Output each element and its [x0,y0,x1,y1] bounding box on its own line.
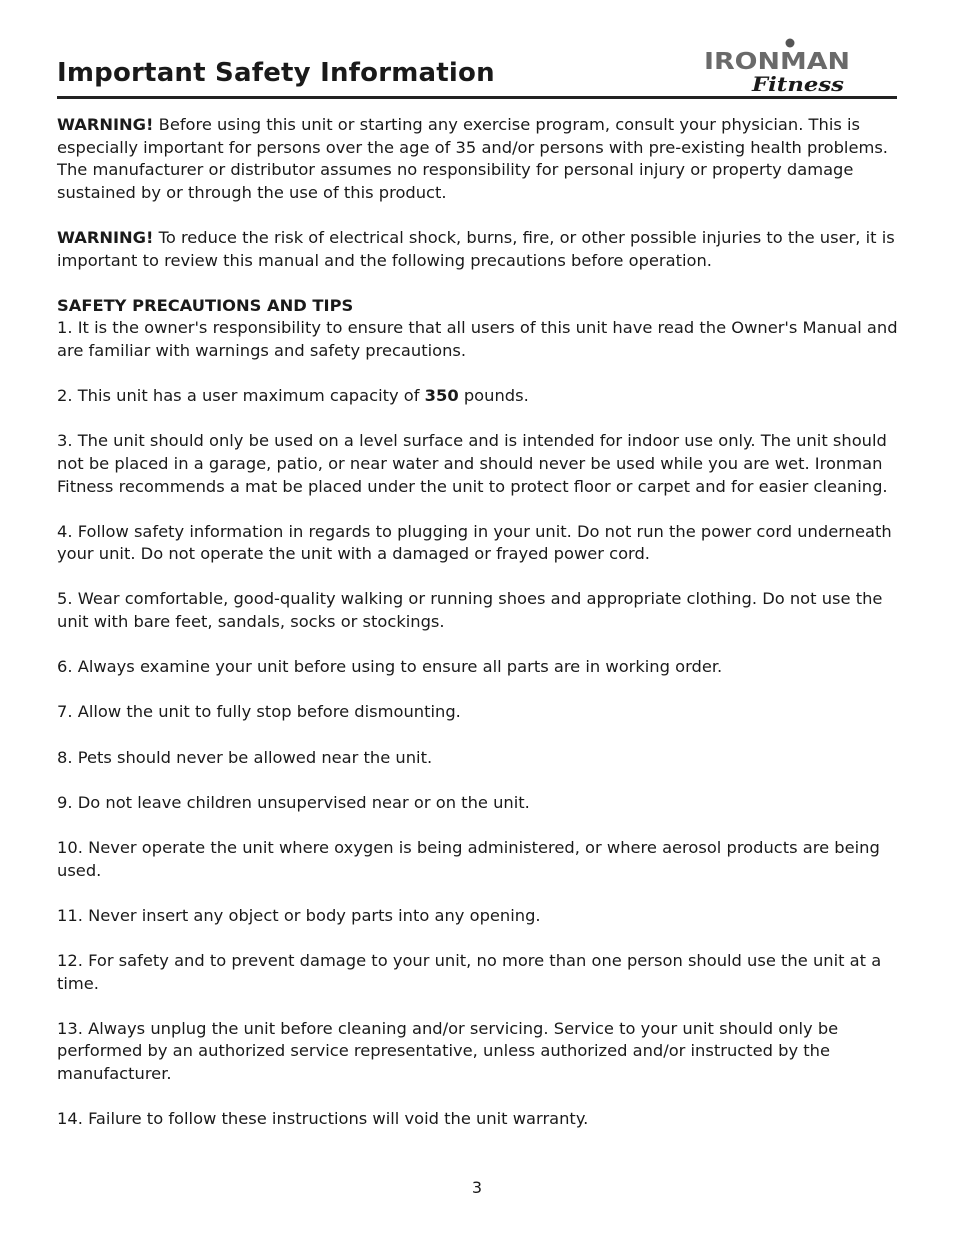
warning-text: To reduce the risk of electrical shock, burns, fire, or other possible injuries to the user, it is important to review this manual and the following precautions before operation. [57,227,895,270]
page-number: 3 [471,1178,483,1197]
capacity-value: 350 [424,386,459,406]
precaution-item-9: 9. Do not leave children unsupervised near or on the unit. [57,792,530,812]
precaution-item-1: 1. It is the owner's responsibility to ensure that all users of this unit have read the Owner's Manual and are familiar with warnings and safety precautions. [57,318,898,360]
precaution-item-11: 11. Never insert any object or body parts into any opening. [57,905,541,925]
precaution-item-6: 6. Always examine your unit before using to ensure all parts are in working order. [57,657,723,677]
ironman-fitness-logo [702,36,852,96]
precautions-heading: SAFETY PRECAUTIONS AND TIPS [57,295,354,315]
header-rule [57,96,897,99]
logo-ironman-text: IRONMAN [704,49,850,75]
warning-label: WARNING! [57,227,154,247]
warning-label: WARNING! [57,115,154,134]
safety-content [57,114,899,1131]
page-header [57,36,897,98]
precaution-item-13: 13. Always unplug the unit before cleaning and/or servicing. Service to your unit should only be performed by an authorized service representative, unless authorized and/or instructed by the manufacturer. [57,1018,839,1083]
warning-paragraph-1 [57,114,899,204]
warning-paragraph-2 [57,227,899,272]
precaution-item-2: 2. This unit has a user maximum capacity of 350 pounds. [57,386,529,406]
precaution-item-10: 10. Never operate the unit where oxygen is being administered, or where aerosol products are being used. [57,838,880,880]
precaution-item-5: 5. Wear comfortable, good-quality walking or running shoes and appropriate clothing. Do not use the unit with bare feet, sandals, socks or stockings. [57,589,883,632]
precaution-item-7: 7. Allow the unit to fully stop before dismounting. [57,702,461,722]
logo-head-dot [786,39,795,48]
page-title: Important Safety Information [57,58,495,88]
warning-text: Before using this unit or starting any exercise program, consult your physician. This is especially important for persons over the age of 35 and/or persons with pre-existing health problems. The manufacturer or distributor assumes no responsibility for personal injury or property damage sustained by or through the use of this product. [57,115,888,202]
precaution-item-4: 4. Follow safety information in regards to plugging in your unit. Do not run the power cord underneath your unit. Do not operate the unit with a damaged or frayed power cord. [57,521,892,564]
precaution-item-12: 12. For safety and to prevent damage to your unit, no more than one person should use the unit at a time. [57,950,882,993]
precaution-item-14: 14. Failure to follow these instructions will void the unit warranty. [57,1109,589,1129]
precaution-item-8: 8. Pets should never be allowed near the unit. [57,747,433,767]
precaution-item-3: 3. The unit should only be used on a level surface and is intended for indoor use only. The unit should not be placed in a garage, patio, or near water and should never be used while you are wet. Ironman Fitness recommends a mat be placed under the unit to protect floor or carpet and for easier cleaning. [57,431,888,496]
logo-fitness-text: Fitness [750,72,844,96]
